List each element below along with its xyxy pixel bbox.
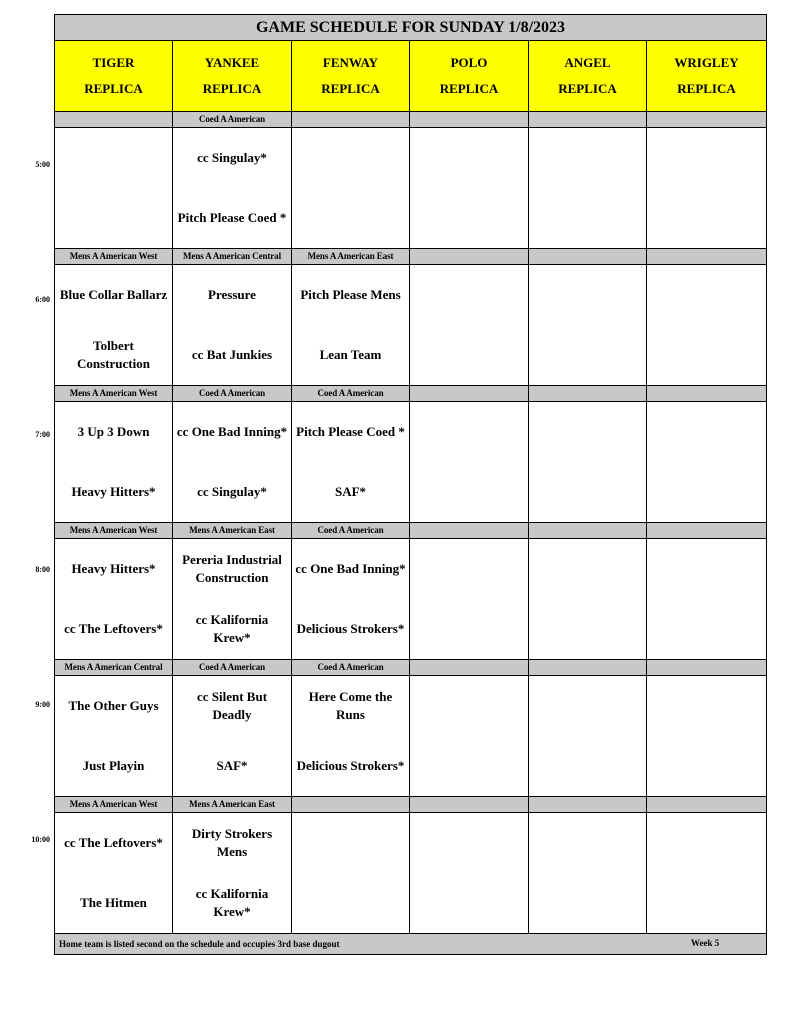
footer-row — [55, 934, 767, 955]
away-team: cc One Bad Inning* — [176, 424, 288, 439]
game-cell — [410, 265, 529, 386]
field-header — [529, 41, 647, 112]
field-header — [173, 41, 292, 112]
away-team: Here Come the Runs — [308, 689, 393, 722]
team-slot — [529, 676, 646, 736]
team-slot — [647, 539, 766, 599]
division-row — [55, 112, 767, 128]
team-slot — [173, 128, 291, 188]
division-label — [410, 523, 529, 539]
field-subtitle: REPLICA — [321, 81, 380, 96]
field-name: ANGEL — [564, 55, 611, 70]
game-cell — [529, 813, 647, 934]
division-row — [55, 249, 767, 265]
field-name: FENWAY — [322, 55, 379, 70]
division-label: Mens A American West — [55, 249, 173, 265]
field-name: YANKEE — [204, 55, 260, 70]
away-team: Dirty Strokers Mens — [191, 826, 273, 859]
field-header — [55, 41, 173, 112]
team-slot — [292, 539, 409, 599]
game-row — [55, 539, 767, 660]
team-slot — [173, 462, 291, 522]
game-cell — [292, 813, 410, 934]
game-cell — [55, 265, 173, 386]
team-slot — [292, 873, 409, 933]
team-slot — [647, 265, 766, 325]
field-header-row — [55, 41, 767, 112]
game-cell — [173, 676, 292, 797]
game-cell — [647, 676, 767, 797]
team-slot — [292, 188, 409, 248]
team-slot — [410, 873, 528, 933]
away-team: Heavy Hitters* — [71, 561, 156, 576]
division-label — [647, 249, 767, 265]
division-label — [292, 797, 410, 813]
team-slot — [410, 265, 528, 325]
team-slot — [529, 813, 646, 873]
division-label — [529, 386, 647, 402]
field-subtitle: REPLICA — [677, 81, 736, 96]
field-header — [410, 41, 529, 112]
team-slot — [292, 128, 409, 188]
home-team: cc Kalifornia Krew* — [195, 886, 269, 919]
game-cell — [410, 676, 529, 797]
team-slot — [292, 599, 409, 659]
home-team: cc Bat Junkies — [191, 347, 273, 362]
division-label — [647, 386, 767, 402]
team-slot — [529, 128, 646, 188]
time-label: 9:00 — [35, 700, 50, 709]
team-slot — [55, 325, 172, 385]
team-slot — [55, 128, 172, 188]
team-slot — [647, 599, 766, 659]
team-slot — [410, 599, 528, 659]
game-cell — [529, 676, 647, 797]
division-label — [647, 797, 767, 813]
game-cell — [529, 265, 647, 386]
home-team: The Hitmen — [80, 895, 147, 910]
team-slot — [173, 676, 291, 736]
game-cell — [292, 265, 410, 386]
division-label: Coed A American — [292, 523, 410, 539]
team-slot — [173, 265, 291, 325]
game-row — [55, 402, 767, 523]
game-cell — [292, 676, 410, 797]
home-team: Just Playin — [82, 758, 145, 773]
team-slot — [173, 539, 291, 599]
team-slot — [410, 676, 528, 736]
game-cell — [647, 128, 767, 249]
team-slot — [529, 402, 646, 462]
team-slot — [529, 599, 646, 659]
game-cell — [410, 813, 529, 934]
away-team: cc Singulay* — [197, 150, 267, 165]
away-team: The Other Guys — [68, 698, 159, 713]
team-slot — [55, 873, 172, 933]
team-slot — [529, 539, 646, 599]
team-slot — [647, 873, 766, 933]
team-slot — [529, 873, 646, 933]
game-row — [55, 265, 767, 386]
field-header — [647, 41, 767, 112]
game-cell — [647, 265, 767, 386]
team-slot — [55, 402, 172, 462]
division-label — [410, 386, 529, 402]
home-team: cc Kalifornia Krew* — [195, 612, 269, 645]
division-label: Coed A American — [292, 660, 410, 676]
team-slot — [173, 325, 291, 385]
team-slot — [410, 128, 528, 188]
home-team: Heavy Hitters* — [71, 484, 156, 499]
team-slot — [529, 462, 646, 522]
game-cell — [292, 402, 410, 523]
game-cell — [647, 402, 767, 523]
home-team: Tolbert Construction — [77, 338, 150, 371]
away-team: Blue Collar Ballarz — [59, 287, 168, 302]
team-slot — [410, 325, 528, 385]
field-name: TIGER — [92, 55, 135, 70]
team-slot — [647, 402, 766, 462]
game-cell — [55, 676, 173, 797]
game-cell — [173, 265, 292, 386]
footer-note: Home team is listed second on the schedule and occupies 3rd base dugout — [59, 939, 340, 949]
division-label — [410, 249, 529, 265]
team-slot — [55, 599, 172, 659]
team-slot — [410, 539, 528, 599]
field-subtitle: REPLICA — [439, 81, 499, 96]
team-slot — [647, 128, 766, 188]
away-team: cc Silent But Deadly — [196, 689, 268, 722]
game-cell — [55, 539, 173, 660]
team-slot — [292, 265, 409, 325]
division-label: Mens A American West — [55, 523, 173, 539]
division-label: Mens A American East — [173, 523, 292, 539]
division-label: Coed A American — [173, 660, 292, 676]
team-slot — [173, 188, 291, 248]
game-row — [55, 128, 767, 249]
division-label — [529, 249, 647, 265]
division-label — [529, 523, 647, 539]
team-slot — [529, 188, 646, 248]
division-label: Mens A American East — [292, 249, 410, 265]
division-label: Coed A American — [292, 386, 410, 402]
division-label — [410, 797, 529, 813]
team-slot — [55, 676, 172, 736]
game-cell — [173, 128, 292, 249]
game-cell — [55, 813, 173, 934]
team-slot — [173, 402, 291, 462]
time-label: 6:00 — [35, 295, 50, 304]
game-cell — [529, 128, 647, 249]
division-label: Mens A American East — [173, 797, 292, 813]
away-team: Pitch Please Coed * — [296, 424, 405, 439]
division-label — [529, 797, 647, 813]
team-slot — [292, 325, 409, 385]
team-slot — [529, 265, 646, 325]
field-header — [292, 41, 410, 112]
game-cell — [173, 402, 292, 523]
team-slot — [292, 402, 409, 462]
division-row — [55, 797, 767, 813]
page-title: GAME SCHEDULE FOR SUNDAY 1/8/2023 — [55, 15, 767, 41]
team-slot — [647, 462, 766, 522]
field-subtitle: REPLICA — [558, 81, 617, 96]
team-slot — [647, 813, 766, 873]
away-team: Pereria Industrial Construction — [182, 552, 282, 585]
team-slot — [55, 462, 172, 522]
team-slot — [410, 462, 528, 522]
time-label: 10:00 — [31, 835, 50, 844]
team-slot — [55, 813, 172, 873]
division-label — [292, 112, 410, 128]
team-slot — [55, 265, 172, 325]
division-label — [410, 660, 529, 676]
division-label: Mens A American West — [55, 386, 173, 402]
away-team: Pitch Please Mens — [300, 287, 401, 302]
game-row — [55, 813, 767, 934]
time-label: 7:00 — [35, 430, 50, 439]
division-label: Mens A American West — [55, 797, 173, 813]
game-cell — [55, 128, 173, 249]
schedule-table — [54, 14, 767, 955]
team-slot — [55, 188, 172, 248]
team-slot — [292, 736, 409, 796]
home-team: Pitch Please Coed * — [177, 210, 287, 225]
division-label — [529, 112, 647, 128]
field-subtitle: REPLICA — [202, 81, 262, 96]
team-slot — [410, 402, 528, 462]
team-slot — [410, 813, 528, 873]
home-team: cc The Leftovers* — [64, 621, 163, 636]
team-slot — [292, 676, 409, 736]
division-row — [55, 523, 767, 539]
team-slot — [173, 813, 291, 873]
division-label — [410, 112, 529, 128]
time-label: 5:00 — [35, 160, 50, 169]
team-slot — [647, 325, 766, 385]
division-label: Coed A American — [173, 112, 292, 128]
home-team: SAF* — [216, 758, 248, 773]
home-team: Lean Team — [319, 347, 382, 362]
team-slot — [292, 462, 409, 522]
field-subtitle: REPLICA — [84, 81, 143, 96]
team-slot — [55, 736, 172, 796]
team-slot — [173, 873, 291, 933]
home-team: SAF* — [334, 484, 367, 499]
footer — [55, 934, 767, 955]
home-team: Delicious Strokers* — [296, 758, 405, 773]
game-cell — [529, 539, 647, 660]
team-slot — [410, 736, 528, 796]
game-cell — [292, 128, 410, 249]
time-label: 8:00 — [35, 565, 50, 574]
game-cell — [410, 128, 529, 249]
team-slot — [410, 188, 528, 248]
game-cell — [647, 539, 767, 660]
game-row — [55, 676, 767, 797]
away-team: Pressure — [208, 287, 256, 302]
team-slot — [529, 736, 646, 796]
team-slot — [173, 599, 291, 659]
game-cell — [292, 539, 410, 660]
away-team: 3 Up 3 Down — [77, 424, 150, 439]
division-label — [529, 660, 647, 676]
week-label: Week 5 — [691, 938, 720, 948]
field-name: POLO — [450, 55, 488, 70]
division-label: Mens A American Central — [55, 660, 173, 676]
division-label — [647, 660, 767, 676]
home-team: cc Singulay* — [197, 484, 267, 499]
game-cell — [410, 402, 529, 523]
game-cell — [529, 402, 647, 523]
division-row — [55, 386, 767, 402]
team-slot — [292, 813, 409, 873]
division-label: Mens A American Central — [173, 249, 292, 265]
division-label: Coed A American — [173, 386, 292, 402]
away-team: cc The Leftovers* — [64, 835, 163, 850]
division-label — [647, 112, 767, 128]
team-slot — [647, 736, 766, 796]
away-team: cc One Bad Inning* — [295, 561, 406, 576]
game-cell — [173, 813, 292, 934]
team-slot — [529, 325, 646, 385]
team-slot — [55, 539, 172, 599]
game-cell — [647, 813, 767, 934]
home-team: Delicious Strokers* — [296, 621, 405, 636]
division-label — [55, 112, 173, 128]
team-slot — [173, 736, 291, 796]
game-cell — [410, 539, 529, 660]
team-slot — [647, 676, 766, 736]
division-label — [647, 523, 767, 539]
game-cell — [55, 402, 173, 523]
field-name: WRIGLEY — [674, 55, 739, 70]
division-row — [55, 660, 767, 676]
team-slot — [647, 188, 766, 248]
game-cell — [173, 539, 292, 660]
